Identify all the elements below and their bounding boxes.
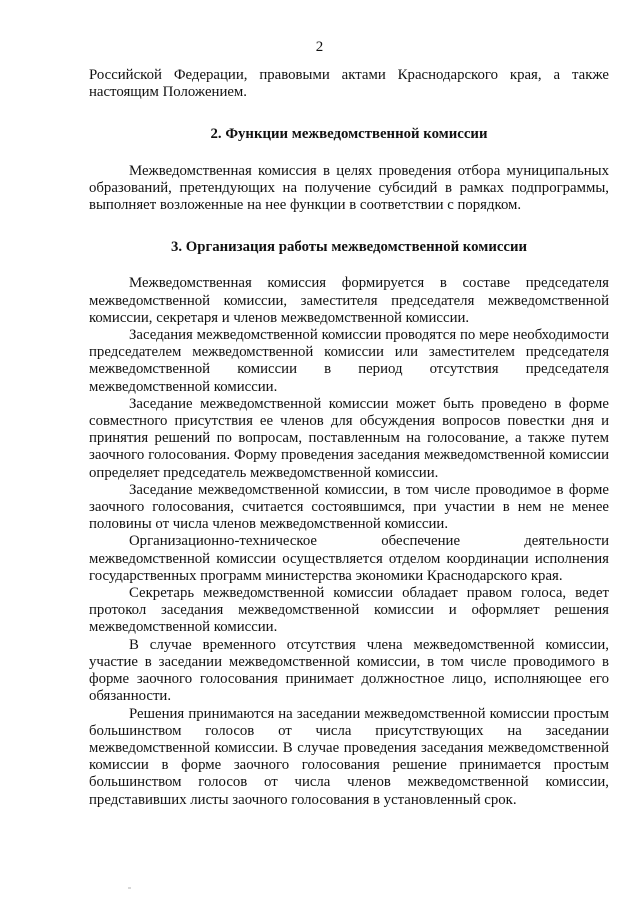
section-3-paragraph: Заседания межведомственной комиссии проводятся по мере необходимости председателем межведомственной комиссии или заместителем председателя межведомственной комиссии в период отсутствия председателя межведомственной комиссии. xyxy=(89,327,609,395)
section-3-heading: 3. Организация работы межведомственной комиссии xyxy=(170,239,528,256)
scan-artifact xyxy=(128,887,131,889)
section-3-paragraph: Секретарь межведомственной комиссии обладает правом голоса, ведет протокол заседания межведомственной комиссии и оформляет решения межведомственной комиссии. xyxy=(89,585,609,636)
section-3-paragraph: Межведомственная комиссия формируется в составе председателя межведомственной комиссии, заместителя председателя межведомственной комиссии, секретаря и членов межведомственной комиссии. xyxy=(89,275,609,326)
section-3-paragraph: В случае временного отсутствия члена межведомственной комиссии, участие в заседании межведомственной комиссии, в том числе проводимого в форме заочного голосования принимает должностное лицо, исполняющее его обязанности. xyxy=(89,636,609,705)
section-2-paragraph: Межведомственная комиссия в целях проведения отбора муниципальных образований, претендующих на получение субсидий в рамках подпрограммы, выполняет возложенные на нее функции в соответствии с порядком. xyxy=(89,162,609,214)
section-2-heading: 2. Функции межведомственной комиссии xyxy=(210,126,488,143)
section-3-paragraph: Заседание межведомственной комиссии может быть проведено в форме совместного присутствия ее членов для обсуждения вопросов повестки дня и принятия решений по вопросам, поставленным на голосование, а также путем заочного голосования. Форму проведения заседания межведомственной комиссии определяет председатель межведомственной комиссии. xyxy=(89,395,609,481)
intro-paragraph: Российской Федерации, правовыми актами Краснодарского края, а также настоящим Положением. xyxy=(89,67,609,101)
section-3-paragraph: Решения принимаются на заседании межведомственной комиссии простым большинством голосов от числа присутствующих на заседании межведомственной комиссии. В случае проведения заседания межведомственной комиссии в форме заочного голосования решение принимается простым большинством голосов от числа членов межведомственной комиссии, представивших листы заочного голосования в установленный срок. xyxy=(89,705,609,808)
section-3-paragraph: Организационно-техническое обеспечение деятельности межведомственной комиссии осуществляется отделом координации исполнения государственных программ министерства экономики Краснодарского края. xyxy=(89,533,609,584)
page-number: 2 xyxy=(315,39,324,55)
document-body xyxy=(89,67,609,809)
section-3-paragraph: Заседание межведомственной комиссии, в том числе проводимое в форме заочного голосования, считается состоявшимся, при участии в нем не менее половины от числа членов межведомственной комиссии. xyxy=(89,481,609,533)
